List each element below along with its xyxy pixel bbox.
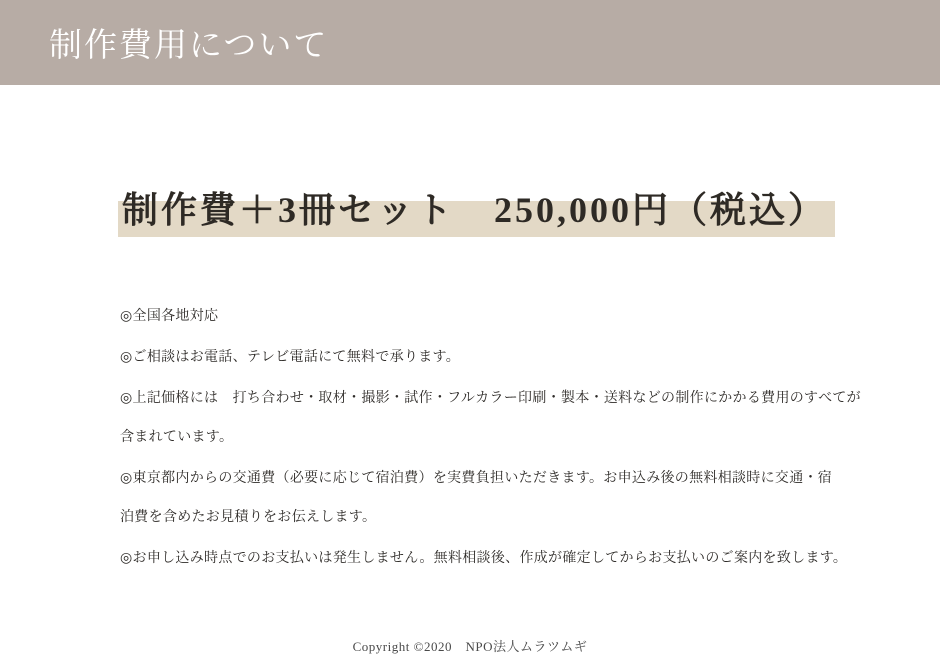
page-title: 制作費用について [49, 28, 329, 64]
note-item [120, 539, 848, 578]
note-line: ◎上記価格には 打ち合わせ・取材・撮影・試作・フルカラー印刷・製本・送料などの制作にかかる費用のすべてが [120, 391, 861, 407]
note-line: 含まれています。 [120, 430, 234, 446]
note-line: ◎東京都内からの交通費（必要に応じて宿泊費）を実費負担いただきます。お申込み後の無料相談時に交通・宿 [120, 471, 833, 487]
note-item [120, 297, 820, 336]
main-content [0, 189, 940, 578]
note-item [120, 459, 833, 537]
note-line: 泊費を含めたお見積りをお伝えします。 [120, 510, 377, 526]
note-line: ◎全国各地対応 [120, 309, 219, 325]
note-item [120, 338, 820, 377]
price-heading-text: 制作費＋3冊セット 250,000円（税込） [118, 189, 835, 237]
note-line: ◎お申し込み時点でのお支払いは発生しません。無料相談後、作成が確定してからお支払いのご案内を致します。 [120, 551, 848, 567]
note-line: ◎ご相談はお電話、テレビ電話にて無料で承ります。 [120, 350, 461, 366]
notes-list [120, 297, 861, 578]
page-footer [0, 636, 940, 655]
page-header [0, 0, 940, 85]
note-item [120, 379, 861, 457]
price-heading [118, 189, 940, 237]
copyright-text: Copyright ©2020 NPO法人ムラツムギ [352, 639, 588, 654]
